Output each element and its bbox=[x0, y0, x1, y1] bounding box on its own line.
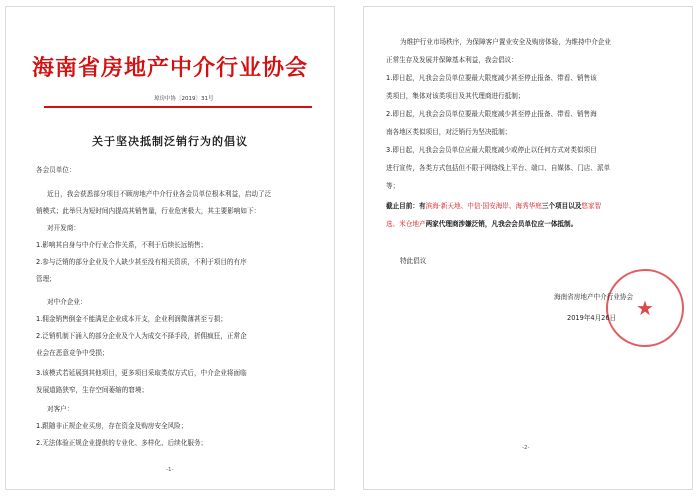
agency-names: 悠家智 bbox=[581, 202, 602, 210]
salutation: 各会员单位： bbox=[36, 166, 76, 174]
body-line: 等； bbox=[386, 182, 400, 190]
body-line: 发展道路狭窄，生存空间萎缩的窘境； bbox=[36, 386, 149, 394]
body-line: 2.无法体验正规企业提供的专业化、多样化、后续化服务； bbox=[36, 439, 208, 447]
body-line: 2.参与泛销的部分企业及个人缺少甚至没有相关资质，不利于项目的有序 bbox=[36, 258, 247, 266]
body-line: 销模式；此举只为短时间内提高其销售量，行业危害极大，其主要影响如下： bbox=[36, 207, 261, 215]
document-page-1 bbox=[5, 6, 335, 490]
page-number: -2- bbox=[522, 445, 530, 451]
body-line: 为维护行业市场秩序，为保障客户置业安全及购房体验，为维持中介企业 bbox=[400, 38, 611, 46]
body-line: 2.泛销机制下涌入的部分企业及个人为成交不择手段，折佣疯狂，正常企 bbox=[36, 332, 247, 340]
body-line: 2.即日起，凡我会会员单位要最大限度减少甚至停止报备、带看、销售海 bbox=[386, 110, 597, 118]
section-heading: 对客户： bbox=[47, 405, 74, 413]
official-seal-icon: ★ bbox=[606, 269, 684, 347]
document-number: 琼房中协〔2019〕31号 bbox=[154, 96, 214, 102]
body-line: 3.即日起，凡我会会员单位应最大限度减少或停止以任何方式对类似项目 bbox=[386, 146, 597, 154]
org-letterhead: 海南省房地产中介行业协会 bbox=[31, 55, 308, 81]
agency-names: 选、米仓地产 bbox=[386, 220, 426, 228]
signature: 海南省房地产中介行业协会 bbox=[554, 293, 634, 301]
letterhead-rule bbox=[44, 106, 312, 108]
body-line: 业会在恶意竞争中受损； bbox=[36, 349, 109, 357]
highlight-text: 两家代理商涉嫌泛销，凡我会会员单位应一体抵制。 bbox=[425, 220, 578, 228]
body-line: 1.跟随非正规企业买房，存在资金及购房安全风险； bbox=[36, 422, 188, 430]
highlight-line bbox=[386, 203, 601, 210]
highlight-text: 三个项目以及 bbox=[541, 202, 582, 210]
body-line: 3.该模式若延展到其他项目，更多项目采取类似方式后，中介企业将面临 bbox=[36, 369, 247, 377]
signature-date: 2019年4月26日 bbox=[567, 314, 617, 322]
body-line: 1.即日起，凡我会会员单位要最大限度减少甚至停止报备、带看、销售该 bbox=[386, 74, 597, 82]
body-line: 近日，我会获悉部分项目不顾房地产中介行业各会员单位根本利益，启动了泛 bbox=[47, 190, 272, 198]
body-line: 南各地区类似项目，对泛销行为坚决抵制； bbox=[386, 128, 512, 136]
body-line: 正常生存及发展并保障基本利益，我会倡议： bbox=[386, 56, 518, 64]
document-title: 关于坚决抵制泛销行为的倡议 bbox=[92, 135, 248, 148]
body-line: 进行宣传，各类方式包括但不限于网络线上平台、端口、自媒体、门店、派单 bbox=[386, 164, 611, 172]
body-line: 1.影响其自身与中介行业合作关系，不利于后续长远销售； bbox=[36, 241, 208, 249]
document-page-2 bbox=[363, 6, 693, 490]
highlight-text: 截止目前：有 bbox=[386, 202, 426, 210]
closing: 特此倡议 bbox=[400, 257, 427, 265]
highlight-line bbox=[386, 221, 577, 228]
body-line: 类项目，集体对该类项目及其代理商进行抵制； bbox=[386, 92, 525, 100]
body-line: 管理； bbox=[36, 275, 56, 283]
page-number: -1- bbox=[166, 467, 174, 473]
project-names: 滨海·新天地、中信·国安海岸、海秀华庭 bbox=[425, 202, 542, 210]
body-line: 1.佣金销售倒金不能满足企业成本开支，企业利润微薄甚至亏损； bbox=[36, 315, 227, 323]
section-heading: 对中介企业： bbox=[47, 298, 87, 306]
section-heading: 对开发商： bbox=[47, 224, 80, 232]
